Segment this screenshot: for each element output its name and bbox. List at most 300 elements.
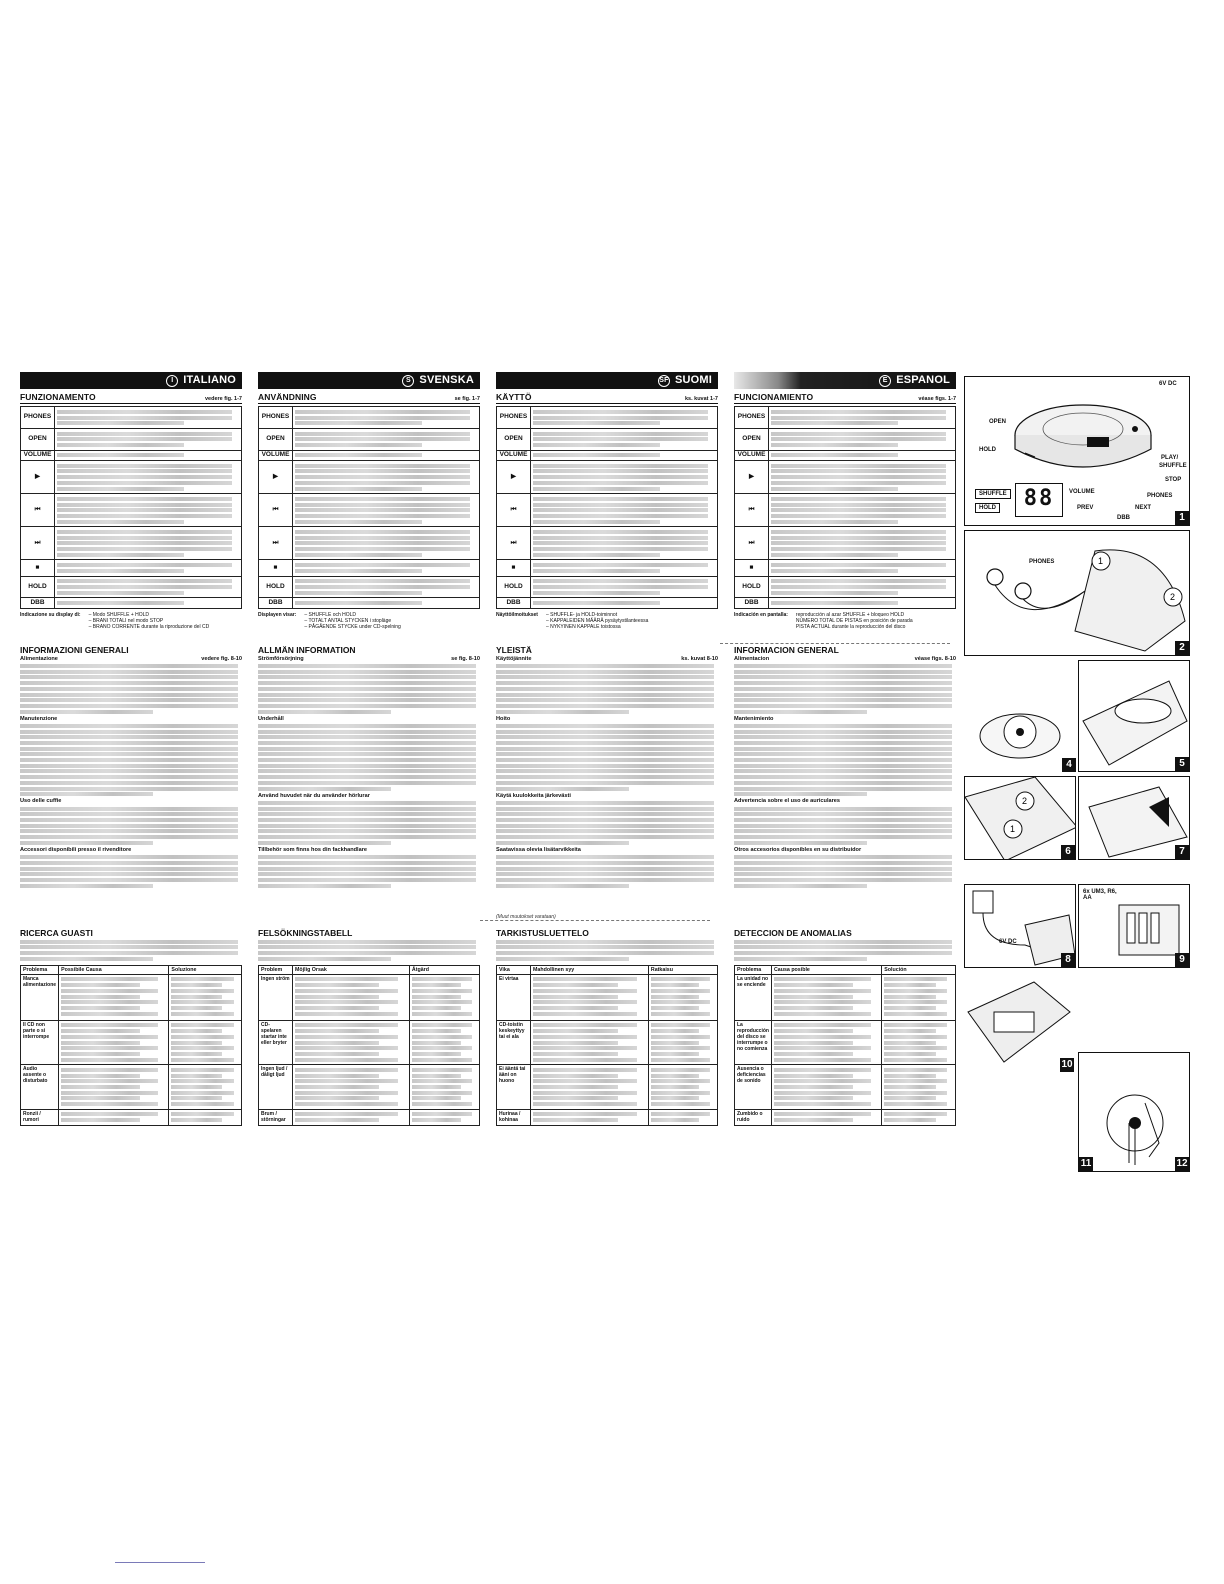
function-description (55, 450, 242, 460)
text-line (734, 884, 867, 888)
text-line (734, 940, 952, 944)
function-row (259, 494, 480, 527)
text-line (412, 1085, 461, 1089)
reservation-note: (Muut muutokset varataan) (496, 914, 556, 920)
trouble-intro (258, 940, 480, 961)
svg-text:1: 1 (1010, 824, 1016, 834)
label-next: NEXT (1135, 505, 1152, 511)
trouble-problem: Il CD non parte o si interrompe (21, 1020, 59, 1065)
text-line (171, 1023, 233, 1027)
trouble-problem: Ausencia o deficiencias de sonido (735, 1065, 772, 1110)
text-line (771, 432, 946, 436)
text-line (258, 787, 391, 791)
function-key: ⏭ (259, 527, 293, 560)
text-line (734, 835, 952, 839)
text-line (20, 861, 238, 865)
text-line (57, 569, 184, 573)
text-line (771, 553, 898, 557)
display-indication (258, 612, 480, 631)
text-line (20, 945, 238, 949)
trouble-problem: Ingen ström (259, 974, 293, 1020)
text-line (20, 769, 238, 773)
text-line (771, 469, 946, 473)
text-line (295, 1046, 398, 1050)
function-description (769, 527, 956, 560)
maintenance-text (258, 724, 480, 791)
text-line (774, 1000, 871, 1004)
text-line (57, 410, 232, 414)
text-line (57, 541, 232, 545)
trouble-problem: Audio assente o disturbato (21, 1065, 59, 1110)
text-line (258, 698, 476, 702)
text-line (533, 453, 660, 457)
trouble-cell (882, 1020, 956, 1065)
text-line (533, 1012, 637, 1016)
text-line (171, 1006, 222, 1010)
trouble-cell (882, 974, 956, 1020)
text-line (771, 536, 946, 540)
function-description (531, 527, 718, 560)
text-line (20, 704, 238, 708)
function-key: ■ (735, 560, 769, 576)
function-key: PHONES (259, 407, 293, 429)
text-line (496, 710, 629, 714)
text-line (295, 1102, 398, 1106)
text-line (61, 995, 140, 999)
function-description (293, 428, 480, 450)
power-header (734, 657, 956, 663)
text-line (258, 747, 476, 751)
text-line (171, 1012, 233, 1016)
text-line (412, 1052, 461, 1056)
function-description (293, 494, 480, 527)
text-line (884, 1035, 947, 1039)
text-line (20, 940, 238, 944)
text-line (533, 1096, 618, 1100)
trouble-table (20, 965, 242, 1126)
trouble-cell (293, 1065, 410, 1110)
text-line (171, 1096, 222, 1100)
trouble-cell (169, 974, 242, 1020)
text-line (171, 989, 233, 993)
label-play: PLAY/ (1161, 455, 1179, 461)
text-line (20, 747, 238, 751)
power-title: Käyttöjännite (496, 655, 532, 662)
headphones-text (258, 801, 480, 845)
text-line (258, 670, 476, 674)
function-key: VOLUME (21, 450, 55, 460)
text-line (533, 469, 708, 473)
text-line (771, 569, 898, 573)
text-line (295, 432, 470, 436)
headphones-text (20, 807, 242, 845)
text-line (884, 1012, 947, 1016)
text-line (258, 741, 476, 745)
text-line (771, 437, 946, 441)
text-line (496, 945, 714, 949)
text-line (771, 475, 946, 479)
text-line (171, 1102, 233, 1106)
text-line (533, 1118, 618, 1122)
text-line (774, 1058, 871, 1062)
figure-reference: ks. kuvat 1-7 (684, 396, 718, 402)
text-line (20, 787, 238, 791)
function-key: DBB (21, 598, 55, 608)
text-line (651, 1023, 710, 1027)
text-line (171, 1058, 233, 1062)
accessories-header (20, 848, 242, 854)
function-key: VOLUME (259, 450, 293, 460)
text-line (57, 591, 184, 595)
adapter-drawing (965, 885, 1076, 968)
text-line (57, 432, 232, 436)
text-line (258, 878, 476, 882)
text-line (258, 841, 391, 845)
text-line (57, 453, 184, 457)
troubleshooting-espanol (734, 928, 956, 1126)
disc-cleaning-drawing (1079, 1053, 1190, 1172)
text-line (295, 541, 470, 545)
function-description (293, 450, 480, 460)
trouble-row (735, 1065, 956, 1110)
accessories-text (496, 855, 718, 887)
text-line (771, 481, 946, 485)
function-row (497, 576, 718, 598)
figure-reference: véase figs. 1-7 (918, 396, 956, 402)
function-description (293, 576, 480, 598)
text-line (295, 1068, 398, 1072)
text-line (774, 1029, 853, 1033)
text-line (295, 443, 422, 447)
section-header (496, 394, 718, 404)
text-line (496, 872, 714, 876)
display-line: – Modo SHUFFLE + HOLD (88, 611, 150, 618)
text-line (533, 432, 708, 436)
trouble-cell (648, 974, 717, 1020)
text-line (171, 1118, 222, 1122)
trouble-row (259, 1065, 480, 1110)
general-info-suomi (496, 645, 718, 889)
text-line (295, 530, 470, 534)
function-row (735, 407, 956, 429)
text-line (61, 1058, 158, 1062)
text-line (496, 741, 714, 745)
svg-text:1: 1 (1098, 556, 1104, 566)
text-line (533, 1035, 637, 1039)
function-row (259, 407, 480, 429)
function-row (497, 560, 718, 576)
text-line (258, 724, 476, 728)
text-line (171, 1029, 222, 1033)
text-line (533, 443, 660, 447)
function-key: OPEN (497, 428, 531, 450)
trouble-row (21, 1109, 242, 1125)
language-icon: I (166, 375, 178, 387)
column-svenska (258, 372, 480, 630)
text-line (412, 1000, 472, 1004)
function-row (497, 494, 718, 527)
text-line (533, 569, 660, 573)
function-table (734, 406, 956, 608)
text-line (61, 1029, 140, 1033)
trouble-header-row (497, 965, 718, 974)
language-icon: SF (658, 375, 670, 387)
trouble-problem: Hurinaa / kohinaa (497, 1109, 531, 1125)
trouble-row (735, 1109, 956, 1125)
function-row (497, 450, 718, 460)
text-line (533, 1046, 637, 1050)
text-line (496, 781, 714, 785)
function-row (735, 527, 956, 560)
banner-label: ITALIANO (183, 374, 236, 387)
text-line (61, 1085, 140, 1089)
trouble-title: FELSÖKNINGSTABELL (258, 928, 353, 938)
text-line (295, 416, 470, 420)
text-line (57, 514, 232, 518)
headphones-header (20, 799, 242, 805)
text-line (258, 861, 476, 865)
trouble-column-header: Causa posible (771, 965, 881, 974)
text-line (533, 1041, 618, 1045)
text-line (258, 824, 476, 828)
text-line (57, 421, 184, 425)
text-line (171, 1052, 222, 1056)
section-header (20, 394, 242, 404)
accessories-text (734, 855, 956, 887)
display-indication (734, 612, 956, 631)
text-line (496, 670, 714, 674)
text-line (412, 1041, 461, 1045)
trouble-cell (882, 1109, 956, 1125)
text-line (61, 1112, 158, 1116)
text-line (295, 1079, 398, 1083)
text-line (57, 563, 232, 567)
function-description (531, 407, 718, 429)
text-line (20, 812, 238, 816)
text-line (57, 416, 232, 420)
text-line (884, 995, 936, 999)
function-row (21, 598, 242, 608)
text-line (651, 1085, 699, 1089)
trouble-problem: Manca alimentazione (21, 974, 59, 1020)
label-phones: PHONES (1029, 559, 1055, 565)
text-line (533, 989, 637, 993)
text-line (734, 752, 952, 756)
text-line (295, 1000, 398, 1004)
text-line (774, 995, 853, 999)
figure-5 (1078, 660, 1190, 772)
trouble-problem: Ronzii / rumori (21, 1109, 59, 1125)
function-row (735, 461, 956, 494)
power-text (734, 664, 956, 714)
text-line (20, 818, 238, 822)
general-title: INFORMAZIONI GENERALI (20, 645, 129, 655)
svg-text:2: 2 (1170, 592, 1176, 602)
maintenance-title: Underhåll (258, 715, 284, 722)
text-line (734, 824, 952, 828)
text-line (171, 1041, 222, 1045)
function-row (259, 560, 480, 576)
function-row (735, 428, 956, 450)
language-banner (496, 372, 718, 389)
text-line (258, 752, 476, 756)
trouble-column-header: Possibile Causa (59, 965, 169, 974)
text-line (533, 508, 708, 512)
trouble-problem: Brum / störningar (259, 1109, 293, 1125)
text-line (20, 735, 238, 739)
text-line (20, 792, 153, 796)
headphones-text (734, 807, 956, 845)
text-line (734, 781, 952, 785)
text-line (57, 437, 232, 441)
text-line (771, 530, 946, 534)
trouble-header-row (259, 965, 480, 974)
text-line (61, 1102, 158, 1106)
text-line (651, 1112, 710, 1116)
display-label: Displayen visar: (258, 611, 297, 618)
lcd-shuffle-tag: SHUFFLE (975, 489, 1011, 499)
text-line (774, 1068, 871, 1072)
figure-7 (1078, 776, 1190, 860)
figure-reference: se fig. 1-7 (454, 396, 480, 402)
text-line (651, 1006, 699, 1010)
text-line (57, 469, 232, 473)
text-line (295, 1096, 379, 1100)
text-line (412, 1112, 472, 1116)
function-row (259, 598, 480, 608)
text-line (295, 469, 470, 473)
text-line (258, 872, 476, 876)
function-key: HOLD (259, 576, 293, 598)
text-line (61, 1023, 158, 1027)
text-line (412, 1023, 472, 1027)
language-banner (20, 372, 242, 389)
function-row (21, 450, 242, 460)
banner-label: ESPANOL (896, 374, 950, 387)
display-label: Näyttöilmoitukset (496, 611, 538, 618)
text-line (771, 487, 898, 491)
text-line (774, 977, 871, 981)
text-line (771, 503, 946, 507)
figure-9 (1078, 884, 1190, 968)
text-line (171, 1079, 233, 1083)
function-row (497, 527, 718, 560)
text-line (295, 1041, 379, 1045)
text-line (734, 855, 952, 859)
text-line (20, 824, 238, 828)
text-line (295, 1035, 398, 1039)
text-line (734, 787, 952, 791)
text-line (651, 1102, 710, 1106)
trouble-problem: Ei ääntä tai ääni on huono (497, 1065, 531, 1110)
display-indication (20, 612, 242, 631)
text-line (258, 675, 476, 679)
maintenance-header (258, 717, 480, 723)
figure-number: 12 (1176, 1158, 1188, 1169)
text-line (734, 675, 952, 679)
text-line (171, 977, 233, 981)
text-line (651, 1096, 699, 1100)
text-line (61, 1074, 140, 1078)
power-reference: véase figs. 8-10 (914, 655, 956, 662)
function-key: HOLD (21, 576, 55, 598)
figure-11 (1078, 1052, 1190, 1172)
text-line (20, 829, 238, 833)
text-line (533, 1079, 637, 1083)
text-line (258, 687, 476, 691)
text-line (533, 1006, 618, 1010)
text-line (412, 989, 472, 993)
text-line (651, 1091, 710, 1095)
text-line (533, 536, 708, 540)
text-line (533, 1074, 618, 1078)
text-line (496, 841, 629, 845)
trouble-header-row (21, 965, 242, 974)
text-line (61, 1046, 158, 1050)
text-line (771, 547, 946, 551)
maintenance-text (734, 724, 956, 796)
text-line (20, 957, 153, 961)
text-line (295, 1112, 398, 1116)
maintenance-header (496, 717, 718, 723)
text-line (533, 977, 637, 981)
general-title: YLEISTÄ (496, 645, 532, 655)
text-line (496, 824, 714, 828)
fold-line (720, 643, 950, 644)
lcd-display: 88 (1015, 483, 1063, 517)
figure-10 (964, 972, 1074, 1072)
text-line (20, 855, 238, 859)
text-line (533, 1091, 637, 1095)
trouble-title: TARKISTUSLUETTELO (496, 928, 589, 938)
text-line (533, 464, 708, 468)
trouble-cell (293, 1109, 410, 1125)
maintenance-header (734, 717, 956, 723)
text-line (295, 977, 398, 981)
text-line (295, 1058, 398, 1062)
text-line (533, 553, 660, 557)
display-line: – SHUFFLE- ja HOLD-toiminnot (545, 611, 618, 618)
trouble-row (259, 1109, 480, 1125)
text-line (734, 945, 952, 949)
text-line (61, 1000, 158, 1004)
text-line (734, 704, 952, 708)
trouble-cell (531, 1065, 649, 1110)
text-line (20, 687, 238, 691)
function-row (21, 576, 242, 598)
text-line (295, 553, 422, 557)
text-line (651, 989, 710, 993)
text-line (171, 1091, 233, 1095)
headphones-title: Käytä kuulokkeita järkevästi (496, 792, 571, 799)
accessories-title: Otros accesorios disponibles en su distribuidor (734, 846, 862, 853)
trouble-cell (293, 974, 410, 1020)
text-line (884, 1096, 936, 1100)
text-line (774, 1006, 853, 1010)
text-line (295, 503, 470, 507)
text-line (774, 1085, 853, 1089)
text-line (20, 841, 153, 845)
function-row (259, 428, 480, 450)
text-line (533, 983, 618, 987)
function-description (55, 598, 242, 608)
function-description (55, 461, 242, 494)
maintenance-title: Mantenimiento (734, 715, 774, 722)
text-line (20, 693, 238, 697)
text-line (734, 807, 952, 811)
text-line (771, 541, 946, 545)
text-line (734, 812, 952, 816)
